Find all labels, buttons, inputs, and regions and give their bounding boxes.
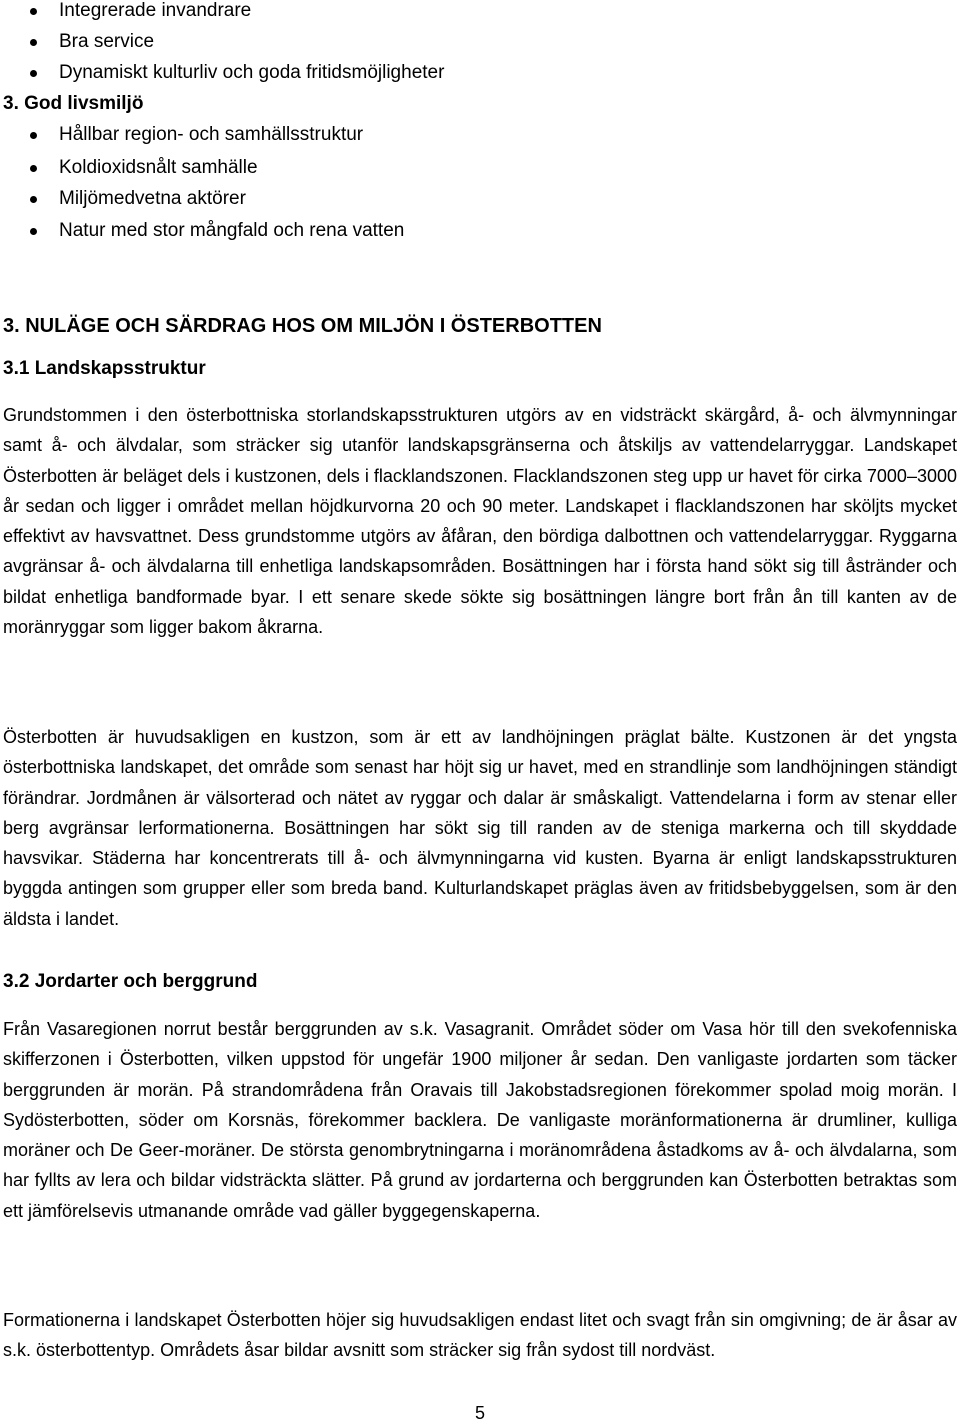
list-item-text: Miljömedvetna aktörer [59, 188, 246, 209]
list-item-text: Dynamiskt kulturliv och goda fritidsmöjligheter [59, 62, 445, 83]
section-heading: 3. NULÄGE OCH SÄRDRAG HOS OM MILJÖN I ÖSTERBOTTEN [3, 315, 602, 337]
page-number: 5 [474, 1403, 485, 1423]
list-item-text: Bra service [59, 31, 155, 52]
bullet-icon [30, 196, 37, 203]
bullet-icon [30, 8, 37, 15]
bullet-icon [30, 165, 37, 172]
list-item-text: Hållbar region- och samhällsstruktur [59, 124, 364, 145]
list-item-text: Integrerade invandrare [59, 0, 252, 21]
paragraph: Österbotten är huvudsakligen en kustzon, som är ett av landhöjningen präglat bälte. Kustzonen är det yngsta österbottniska landskapet, det område som senast har höjt sig ur havet, med en strandlinje som landhöjningen ständigt förändrar. Jordmånen är välsorterad och nätet av ryggar och dalar är småskaligt. Vattendelarna i form av stenar eller berg avgränsar lerformationerna. Bosättningen har sökt sig till randen av de steniga markerna och till skyddade havsvikar. Städerna har koncentrerats till å- och älvmynningarna vid kusten. Byarna är enligt landskapsstrukturen byggda antingen som grupper eller som breda band. Kulturlandskapet präglas även av fritidsbebyggelsen, som är den äldsta i landet. [3, 727, 957, 929]
subsection-heading-jordarter: 3.2 Jordarter och berggrund [3, 971, 258, 992]
list-item-text: Koldioxidsnålt samhälle [59, 157, 258, 178]
list-item-text: Natur med stor mångfald och rena vatten [59, 220, 405, 241]
subsection-heading-landskapsstruktur: 3.1 Landskapsstruktur [3, 358, 206, 379]
bullet-icon [30, 70, 37, 77]
bullet-icon [30, 132, 37, 139]
bullet-icon [30, 39, 37, 46]
bullet-icon [30, 228, 37, 235]
paragraph: Formationerna i landskapet Österbotten höjer sig huvudsakligen endast litet och svagt från sin omgivning; de är åsar av s.k. österbottentyp. Områdets åsar bildar avsnitt som sträcker sig från sydost till nordväst. [3, 1310, 957, 1361]
paragraph: Grundstommen i den österbottniska storlandskapsstrukturen utgörs av en vidsträckt skärgård, å- och älvmynningar samt å- och älvdalar, som sträcker sig utanför landskapsgränserna och åtskiljs av vattendelarryggar. Landskapet Österbotten är beläget dels i kustzonen, dels i flacklandszonen. Flacklandszonen steg upp ur havet för cirka 7000–3000 år sedan och ligger i området mellan höjdkurvorna 20 och 90 meter. Landskapet i flacklandszonen har sköljts mycket effektivt av havsvattnet. Dess grundstomme utgörs av åfåran, den bördiga dalbottnen och vattendelarryggar. Ryggarna avgränsar å- och älvdalarna till enhetliga landskapsområden. Bosättningen har i första hand sökt sig till åstränder och bildat enhetliga bandformade byar. I ett senare skede sökte sig bosättningen längre bort från ån till kanten av de moränryggar som ligger bakom åkrarna. [3, 405, 957, 638]
paragraph: Från Vasaregionen norrut består berggrunden av s.k. Vasagranit. Området söder om Vasa hör till den svekofenniska skifferzonen i Österbotten, vilken uppstod för ungefär 1900 miljoner år sedan. Den vanligaste jordarten som täcker berggrunden är morän. På strandområdena från Oravais till Jakobstadsregionen förekommer spolad moig morän. I Sydösterbotten, söder om Korsnäs, förekommer backlera. De vanligaste moränformationerna är drumliner, kulliga moräner och De Geer-moräner. De största genombrytningarna i moränområdena åstadkoms av å- och älvdalarna, som har fyllts av lera och bildar vidsträckta slätter. På grund av jordarterna och berggrunden kan Österbotten betraktas som ett jämförelsevis utmanande område vad gäller byggegenskaperna. [3, 1019, 957, 1221]
numbered-goal-text: 3. God livsmiljö [3, 93, 144, 114]
